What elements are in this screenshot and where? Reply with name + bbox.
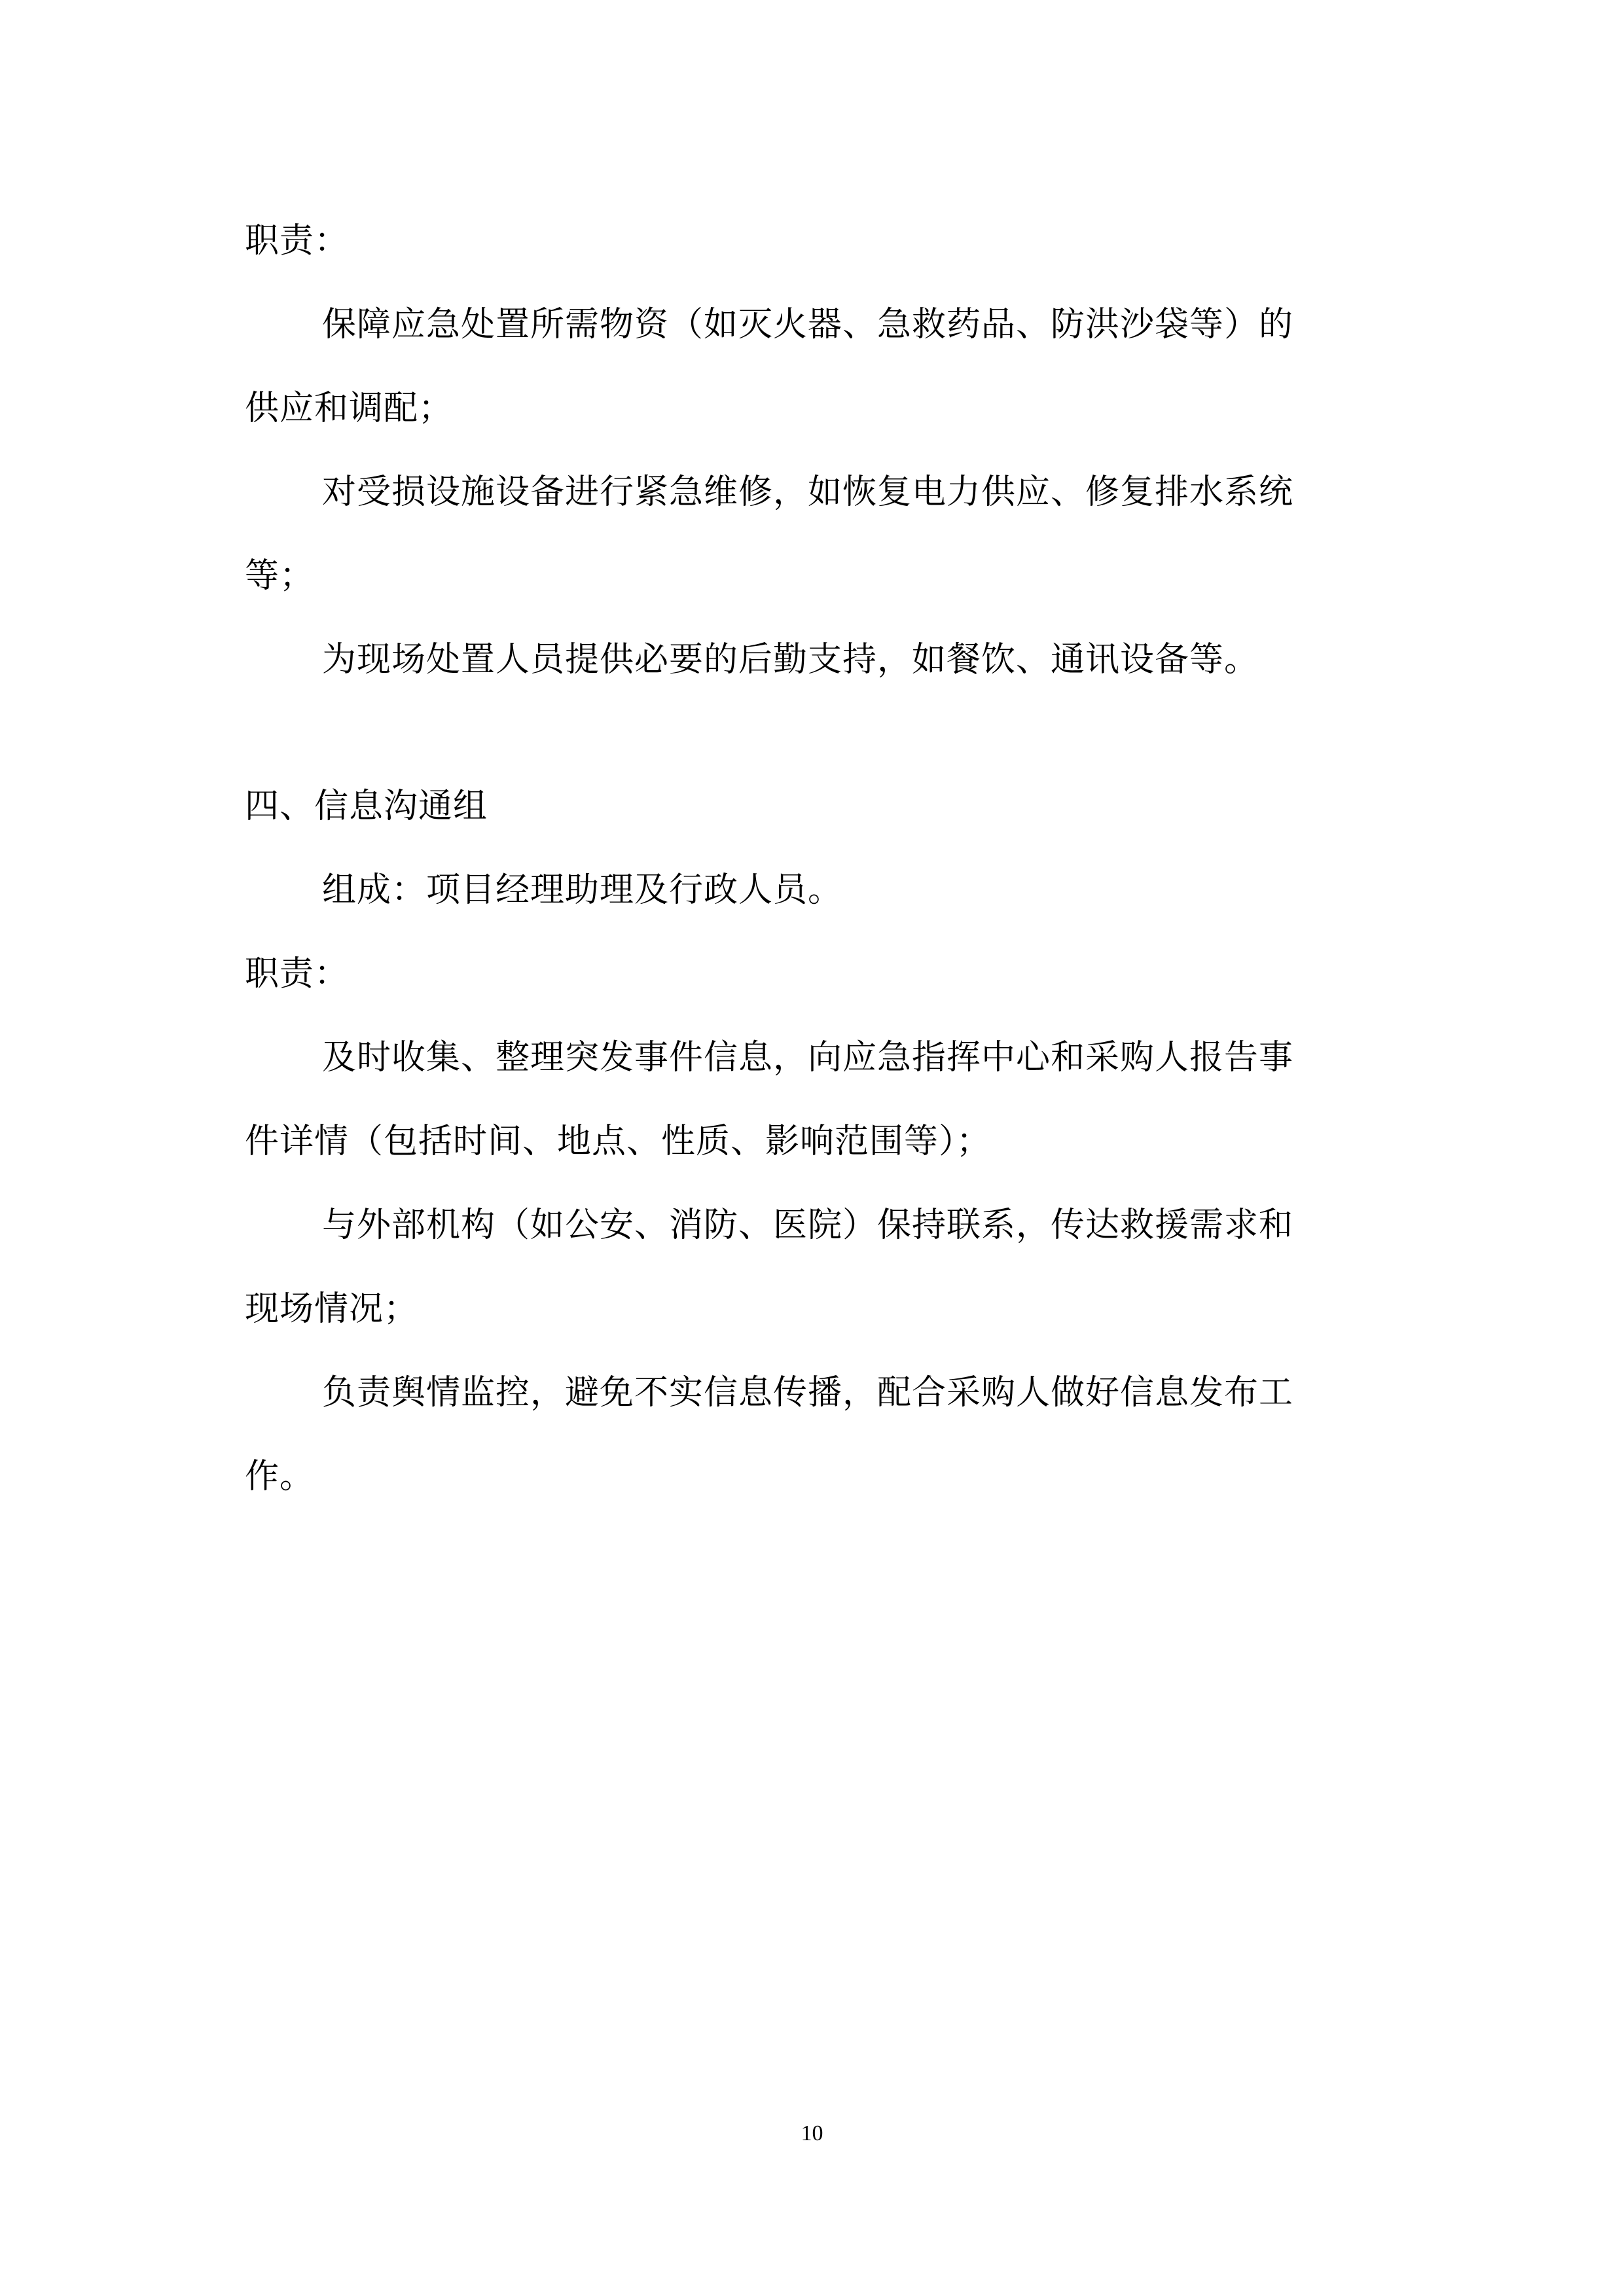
duties-label: 职责： xyxy=(245,954,350,994)
paragraph-line: 现场情况； xyxy=(245,1289,419,1329)
paragraph-line: 与外部机构（如公安、消防、医院）保持联系，传达救援需求和 xyxy=(322,1206,1294,1245)
paragraph-line: 及时收集、整理突发事件信息，向应急指挥中心和采购人报告事 xyxy=(322,1038,1294,1077)
composition-line: 组成：项目经理助理及行政人员。 xyxy=(322,870,843,910)
paragraph-line: 供应和调配； xyxy=(245,389,454,428)
section-heading: 四、信息沟通组 xyxy=(245,787,488,826)
paragraph-line: 负责舆情监控，避免不实信息传播，配合采购人做好信息发布工 xyxy=(322,1373,1294,1412)
page-number: 10 xyxy=(801,2121,823,2145)
paragraph-line: 件详情（包括时间、地点、性质、影响范围等）； xyxy=(245,1122,992,1161)
paragraph-line: 对受损设施设备进行紧急维修，如恢复电力供应、修复排水系统 xyxy=(322,473,1294,512)
paragraph-line: 作。 xyxy=(245,1457,315,1496)
paragraph-line: 等； xyxy=(245,556,315,596)
paragraph-line: 为现场处置人员提供必要的后勤支持，如餐饮、通讯设备等。 xyxy=(322,640,1259,679)
duties-label: 职责： xyxy=(245,221,350,260)
paragraph-line: 保障应急处置所需物资（如灭火器、急救药品、防洪沙袋等）的 xyxy=(322,305,1294,344)
